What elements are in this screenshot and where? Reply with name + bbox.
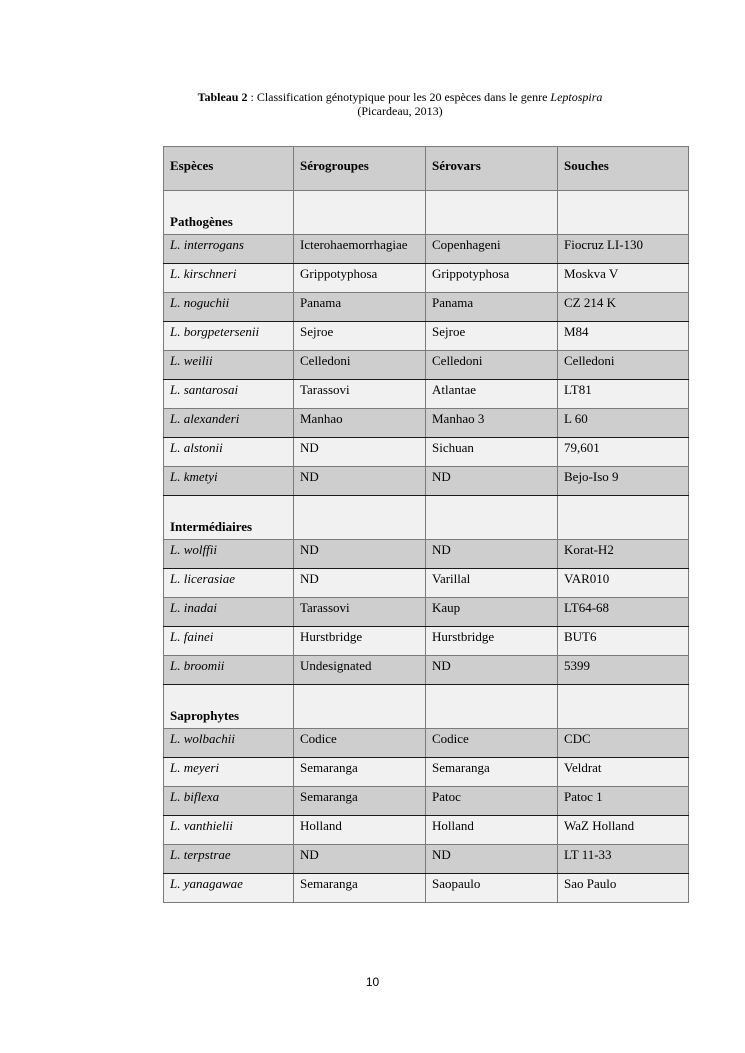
empty-cell [294, 496, 426, 540]
caption-source: (Picardeau, 2013) [357, 104, 443, 118]
header-especes: Espèces [164, 147, 294, 191]
empty-cell [426, 191, 558, 235]
table-header-row [164, 147, 689, 191]
group-name: Saprophytes [164, 685, 294, 729]
serogroup-cell: Codice [294, 729, 426, 758]
species-cell: L. broomii [164, 656, 294, 685]
serogroup-cell: ND [294, 540, 426, 569]
species-cell: L. alexanderi [164, 409, 294, 438]
species-cell: L. interrogans [164, 235, 294, 264]
serogroup-cell: Sejroe [294, 322, 426, 351]
strain-cell: LT64-68 [558, 598, 689, 627]
species-cell: L. licerasiae [164, 569, 294, 598]
caption-line-1 [150, 90, 650, 104]
species-cell: L. kmetyi [164, 467, 294, 496]
strain-cell: LT81 [558, 380, 689, 409]
strain-cell: CDC [558, 729, 689, 758]
table-row [164, 540, 689, 569]
species-cell: L. noguchii [164, 293, 294, 322]
table-row [164, 874, 689, 903]
table-row [164, 380, 689, 409]
serogroup-cell: Icterohaemorrhagiae [294, 235, 426, 264]
serogroup-cell: ND [294, 467, 426, 496]
serogroup-cell: Grippotyphosa [294, 264, 426, 293]
serogroup-cell: Hurstbridge [294, 627, 426, 656]
species-cell: L. inadai [164, 598, 294, 627]
strain-cell: M84 [558, 322, 689, 351]
group-name: Intermédiaires [164, 496, 294, 540]
serogroup-cell: Panama [294, 293, 426, 322]
serovar-cell: Holland [426, 816, 558, 845]
serovar-cell: Sichuan [426, 438, 558, 467]
species-cell: L. borgpetersenii [164, 322, 294, 351]
species-cell: L. terpstrae [164, 845, 294, 874]
table-row [164, 264, 689, 293]
species-cell: L. wolbachii [164, 729, 294, 758]
caption-label: Tableau 2 [197, 90, 248, 104]
strain-cell: Sao Paulo [558, 874, 689, 903]
species-cell: L. alstonii [164, 438, 294, 467]
strain-cell: Bejo-Iso 9 [558, 467, 689, 496]
serovar-cell: Celledoni [426, 351, 558, 380]
table-row [164, 322, 689, 351]
caption-genus: Leptospira [550, 90, 603, 104]
strain-cell: 5399 [558, 656, 689, 685]
header-souches: Souches [558, 147, 689, 191]
empty-cell [558, 685, 689, 729]
strain-cell: 79,601 [558, 438, 689, 467]
serogroup-cell: Tarassovi [294, 380, 426, 409]
group-name: Pathogènes [164, 191, 294, 235]
empty-cell [558, 496, 689, 540]
empty-cell [294, 191, 426, 235]
table-row [164, 467, 689, 496]
table-row [164, 409, 689, 438]
species-cell: L. vanthielii [164, 816, 294, 845]
strain-cell: Korat-H2 [558, 540, 689, 569]
strain-cell: Moskva V [558, 264, 689, 293]
serovar-cell: ND [426, 845, 558, 874]
species-cell: L. meyeri [164, 758, 294, 787]
empty-cell [558, 191, 689, 235]
header-serogroupes: Sérogroupes [294, 147, 426, 191]
serogroup-cell: Undesignated [294, 656, 426, 685]
serovar-cell: ND [426, 656, 558, 685]
serovar-cell: Manhao 3 [426, 409, 558, 438]
empty-cell [426, 496, 558, 540]
strain-cell: Patoc 1 [558, 787, 689, 816]
table-row [164, 235, 689, 264]
caption-text: : Classification génotypique pour les 20 espèces dans le genre [247, 90, 551, 104]
serovar-cell: Atlantae [426, 380, 558, 409]
page-number: 10 [365, 975, 380, 989]
serogroup-cell: Semaranga [294, 874, 426, 903]
species-cell: L. kirschneri [164, 264, 294, 293]
strain-cell: Veldrat [558, 758, 689, 787]
group-header-row [164, 685, 689, 729]
species-cell: L. biflexa [164, 787, 294, 816]
table-row [164, 758, 689, 787]
species-cell: L. santarosai [164, 380, 294, 409]
group-header-row [164, 496, 689, 540]
empty-cell [294, 685, 426, 729]
table-row [164, 729, 689, 758]
serovar-cell: Sejroe [426, 322, 558, 351]
classification-table [163, 146, 689, 903]
serovar-cell: ND [426, 467, 558, 496]
table-row [164, 293, 689, 322]
serovar-cell: Patoc [426, 787, 558, 816]
species-cell: L. weilii [164, 351, 294, 380]
strain-cell: CZ 214 K [558, 293, 689, 322]
serovar-cell: Semaranga [426, 758, 558, 787]
serovar-cell: Codice [426, 729, 558, 758]
group-header-row [164, 191, 689, 235]
strain-cell: BUT6 [558, 627, 689, 656]
serogroup-cell: ND [294, 438, 426, 467]
table-row [164, 351, 689, 380]
serogroup-cell: ND [294, 845, 426, 874]
strain-cell: Celledoni [558, 351, 689, 380]
table-row [164, 438, 689, 467]
serogroup-cell: Semaranga [294, 758, 426, 787]
strain-cell: LT 11-33 [558, 845, 689, 874]
strain-cell: VAR010 [558, 569, 689, 598]
serogroup-cell: Celledoni [294, 351, 426, 380]
serogroup-cell: Tarassovi [294, 598, 426, 627]
table-row [164, 569, 689, 598]
serovar-cell: Panama [426, 293, 558, 322]
serovar-cell: Grippotyphosa [426, 264, 558, 293]
species-cell: L. wolffii [164, 540, 294, 569]
table-row [164, 627, 689, 656]
table-row [164, 656, 689, 685]
serogroup-cell: ND [294, 569, 426, 598]
table-caption [150, 90, 650, 118]
table-row [164, 787, 689, 816]
serovar-cell: Kaup [426, 598, 558, 627]
serogroup-cell: Holland [294, 816, 426, 845]
strain-cell: Fiocruz LI-130 [558, 235, 689, 264]
serovar-cell: Varillal [426, 569, 558, 598]
table-row [164, 598, 689, 627]
header-serovars: Sérovars [426, 147, 558, 191]
serogroup-cell: Semaranga [294, 787, 426, 816]
empty-cell [426, 685, 558, 729]
serovar-cell: Copenhageni [426, 235, 558, 264]
table-row [164, 845, 689, 874]
serogroup-cell: Manhao [294, 409, 426, 438]
serovar-cell: ND [426, 540, 558, 569]
strain-cell: L 60 [558, 409, 689, 438]
table-body [164, 147, 689, 903]
species-cell: L. yanagawae [164, 874, 294, 903]
strain-cell: WaZ Holland [558, 816, 689, 845]
table-row [164, 816, 689, 845]
species-cell: L. fainei [164, 627, 294, 656]
serovar-cell: Saopaulo [426, 874, 558, 903]
serovar-cell: Hurstbridge [426, 627, 558, 656]
